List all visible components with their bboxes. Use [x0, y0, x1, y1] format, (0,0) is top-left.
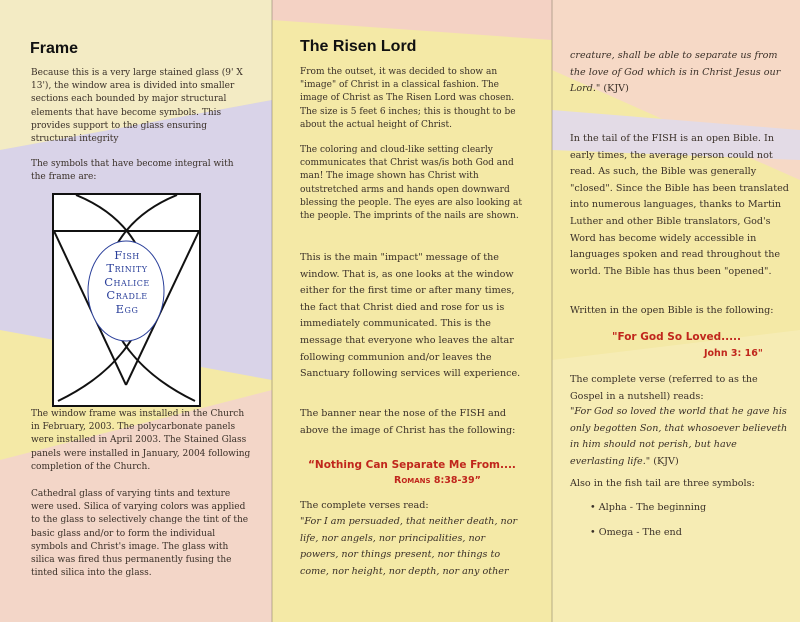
symbol-labels [84, 249, 170, 316]
symbol-label-fish: Fish [114, 248, 140, 262]
symbol-label-cradle: Cradle [106, 288, 148, 303]
symbol-label-chalice: Chalice [104, 274, 150, 289]
symbol-label-egg: Egg [115, 301, 139, 316]
bible-quote: "For God So Loved..... [612, 331, 742, 343]
risen-p4: The banner near the nose of the FISH and above the image of Christ has the following: [300, 408, 516, 436]
risen-p1: From the outset, it was decided to show an "image" of Christ in a classical fashion. The image of Christ as The Risen Lord was chosen. The size is 5 feet 6 inches; this is thought to be about the actual height of Christ. [300, 67, 516, 130]
frame-intro: Because this is a very large stained glass (9' X 13'), the window area is divided into smaller sections each bounded by major structural elements that have become symbols. This provides support to the glass ensuring structural integrity [31, 68, 243, 145]
john-verse [570, 404, 792, 470]
list-item-omega: • Omega - The end [590, 526, 682, 538]
bible-complete-intro: The complete verse (referred to as the Gospel in a nutshell) reads: [570, 374, 758, 402]
risen-quote-ref: Romans 8:38-39” [394, 475, 481, 486]
risen-verse: "For I am persuaded, that neither death, nor life, nor angels, nor principalities, nor powers, nor things present, nor things to come, nor height, nor depth, nor any other [300, 516, 518, 577]
panel-bible [552, 0, 800, 622]
verse-continuation-ref: (KJV) [603, 83, 629, 95]
tail-symbols-list [590, 500, 790, 541]
john-verse-text: "For God so loved the world that he gave his only begotten Son, that whosoever believeth in him should not perish, but have everlasting life." [570, 406, 788, 467]
bible-quote-ref: John 3: 16" [704, 348, 763, 359]
frame-heading: Frame [30, 40, 79, 57]
panel-frame [0, 0, 272, 622]
bible-written: Written in the open Bible is the following: [570, 305, 774, 316]
panel-risen-lord [272, 0, 552, 622]
fish-symbol-illustration [52, 193, 201, 407]
frame-installed: The window frame was installed in the Church in February, 2003. The polycarbonate panels were installed in April 2003. The Stained Glass panels were installed in January, 2004 following completion of the Church. [31, 409, 251, 472]
frame-symbols-intro: The symbols that have become integral with the frame are: [31, 159, 234, 183]
symbol-label-trinity: Trinity [106, 261, 148, 276]
list-item-alpha: • Alpha - The beginning [590, 502, 707, 513]
risen-quote: “Nothing Can Separate Me From.... [308, 459, 516, 471]
tail-symbols-intro: Also in the fish tail are three symbols: [570, 478, 755, 489]
frame-cathedral: Cathedral glass of varying tints and texture were used. Silica of varying colors was applied to the glass to selectively change the tint of the basic glass and/or to form the individual symbols and Christ's image. The glass with silica was fired thus permanently fusing the tinted silica into the glass. [31, 489, 249, 579]
john-verse-ref: (KJV) [653, 455, 679, 467]
risen-heading: The Risen Lord [300, 38, 417, 55]
risen-p3: This is the main "impact" message of the window. That is, as one looks at the window either for the first time or after many times, the fact that Christ died and rose for us is immediately communicated. This is the message that everyone who leaves the altar following communion and/or leaves the Sanctuary following services will experience. [300, 252, 521, 380]
verse-continuation-text: creature, shall be able to separate us from the love of God which is in Christ Jesus our Lord." [570, 50, 781, 95]
risen-p2: The coloring and cloud-like setting clearly communicates that Christ was/is both God and man! The image shown has Christ with outstretched arms and hands open downward blessing the people. The eyes are also looking at the people. The imprints of the nails are shown. [300, 145, 522, 222]
risen-verses-intro: The complete verses read: [300, 500, 429, 511]
verse-continuation [570, 48, 792, 98]
bible-paragraph: In the tail of the FISH is an open Bible. In early times, the average person could not read. As such, the Bible was generally "closed". Since the Bible has been translated into numerous languages, thanks to Martin Luther and other Bible translators, God's Word has become widely accessible in languages spoken and read throughout the world. The Bible has thus been "opened". [570, 133, 789, 277]
